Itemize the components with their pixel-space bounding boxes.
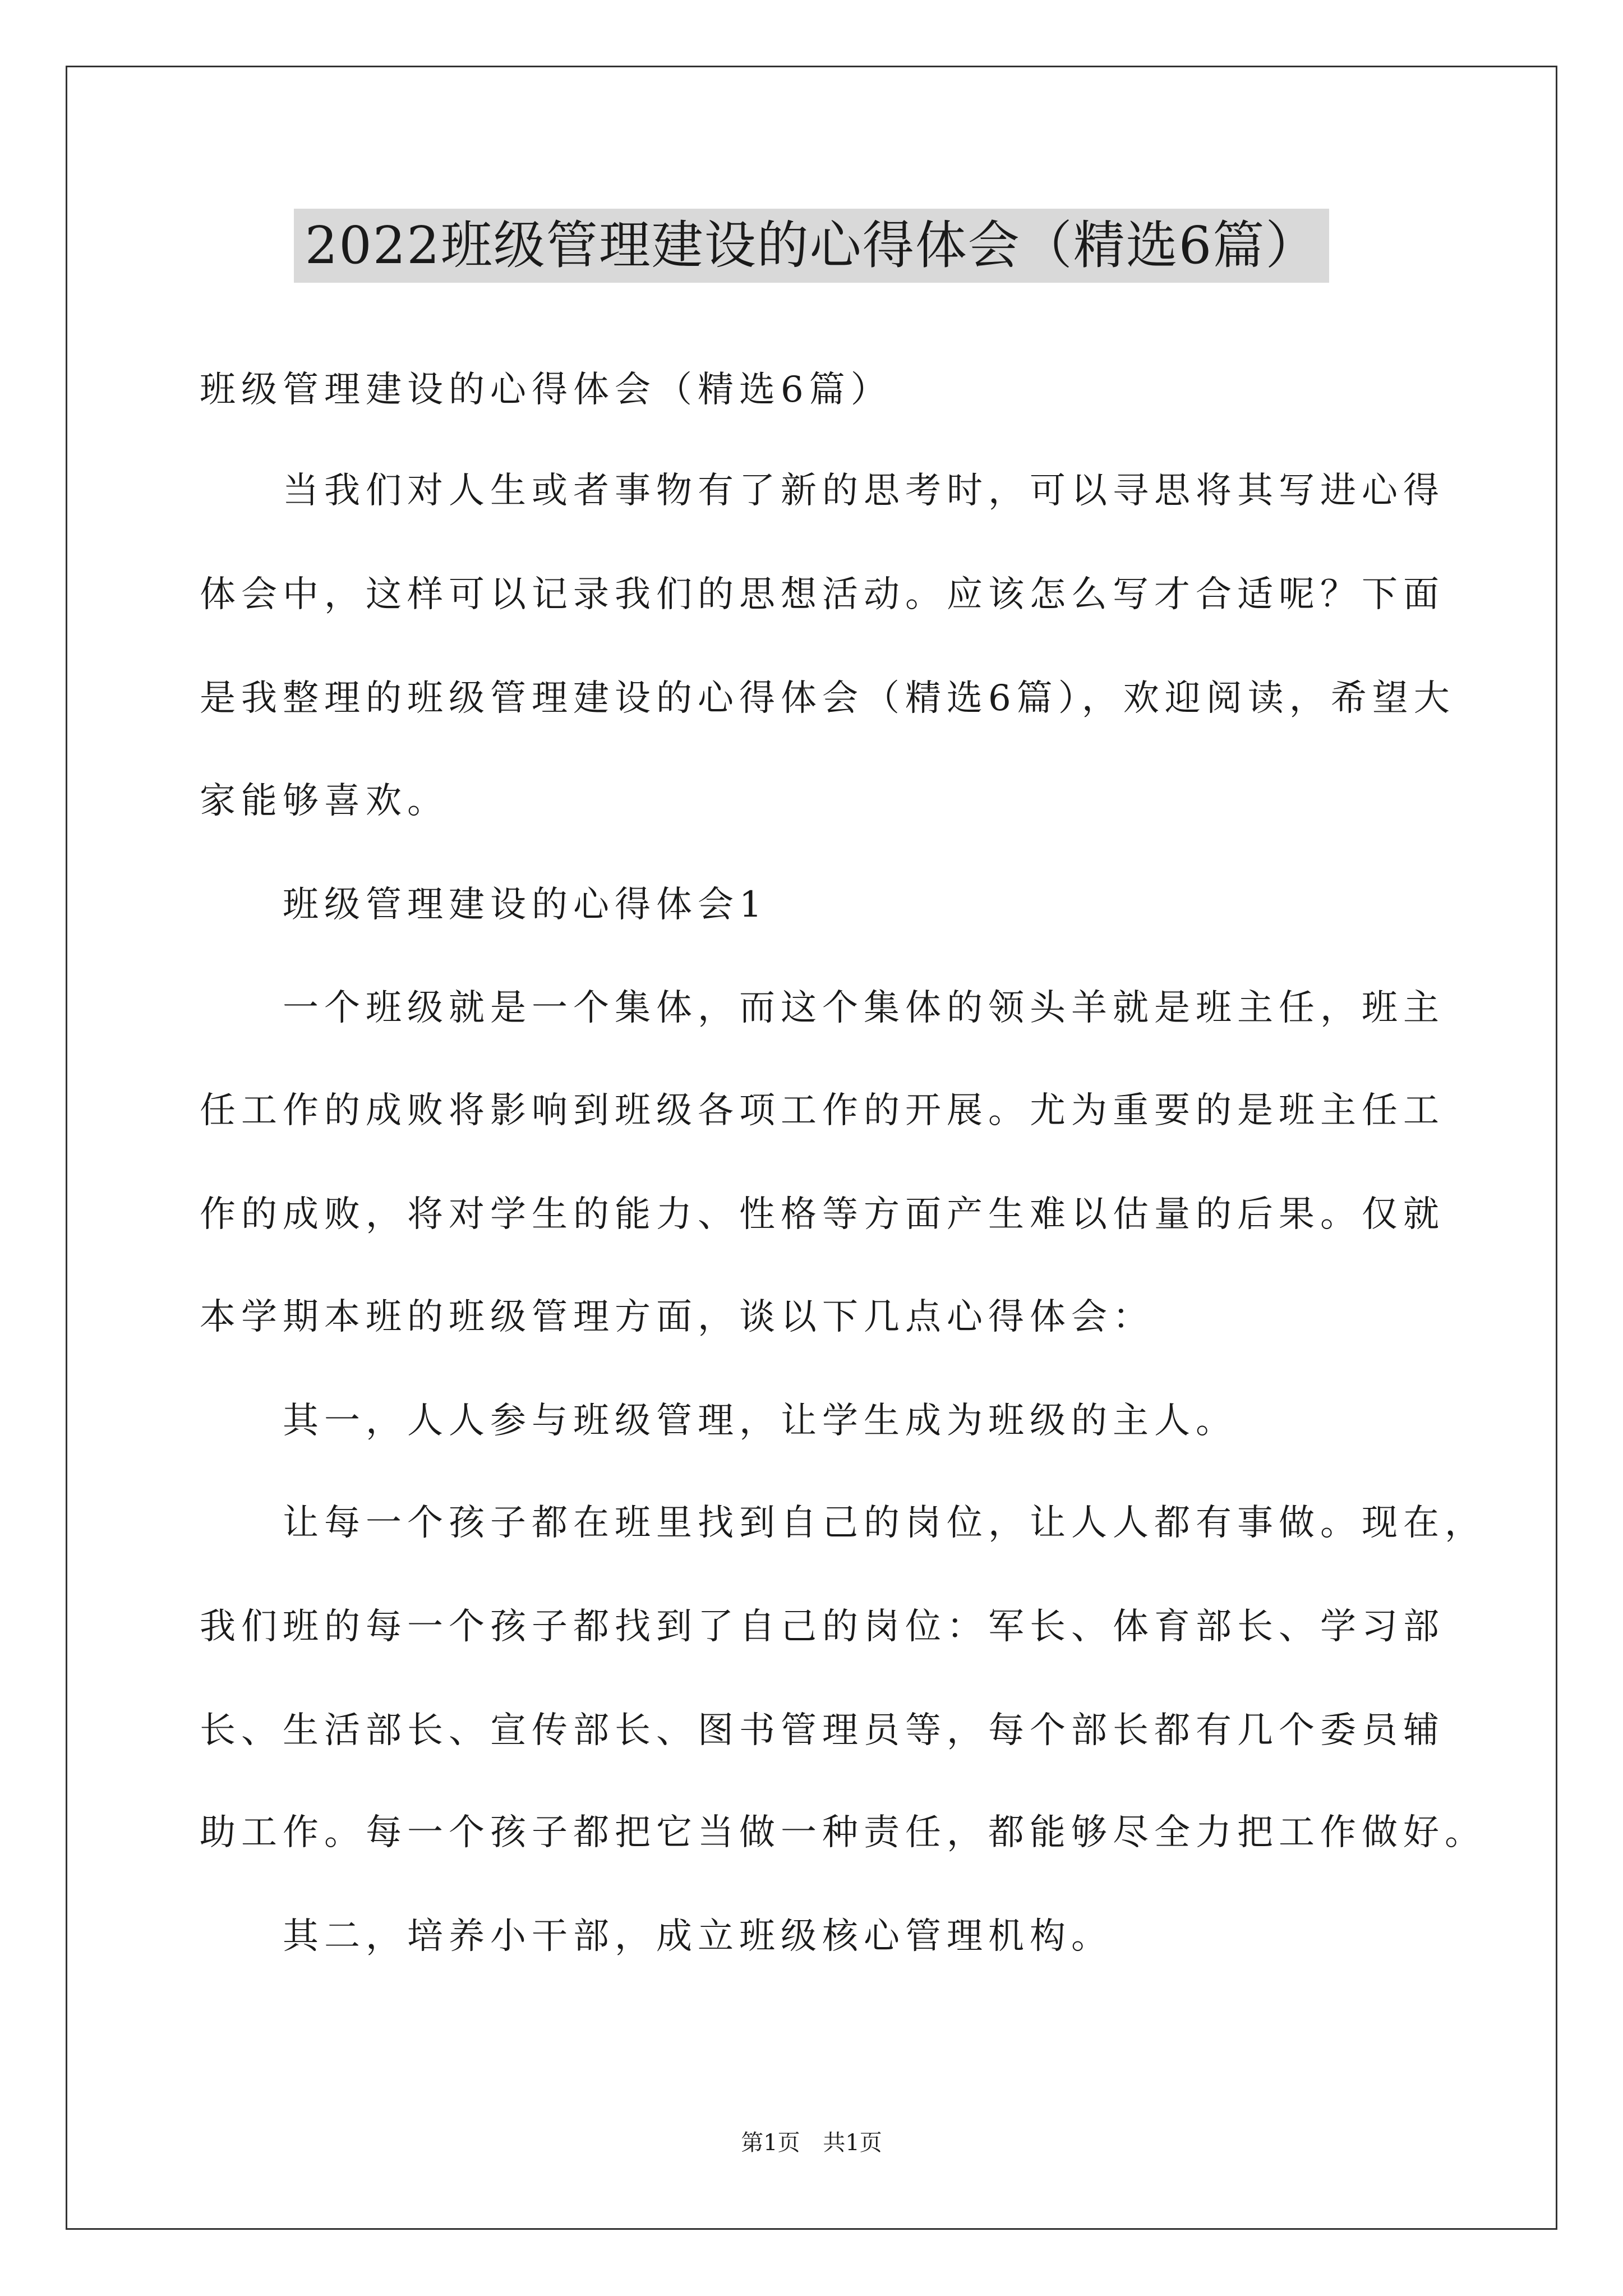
body-line: 作的成败，将对学生的能力、性格等方面产生难以估量的后果。仅就 bbox=[200, 1194, 1445, 1235]
body-line: 我们班的每一个孩子都找到了自己的岗位：军长、体育部长、学习部 bbox=[200, 1606, 1445, 1648]
page-total: 共1页 bbox=[823, 2130, 882, 2156]
body-line: 家能够喜欢。 bbox=[200, 780, 449, 822]
body-line: 班级管理建设的心得体会（精选6篇） bbox=[200, 369, 892, 411]
body-line: 让每一个孩子都在班里找到自己的岗位，让人人都有事做。现在， bbox=[283, 1502, 1486, 1544]
body-line: 本学期本班的班级管理方面，谈以下几点心得体会： bbox=[200, 1296, 1154, 1338]
body-line: 是我整理的班级管理建设的心得体会（精选6篇），欢迎阅读，希望大 bbox=[200, 678, 1455, 719]
page-number: 第1页 bbox=[741, 2130, 800, 2156]
body-line: 体会中，这样可以记录我们的思想活动。应该怎么写才合适呢？下面 bbox=[200, 574, 1445, 615]
body-line: 其二，培养小干部，成立班级核心管理机构。 bbox=[283, 1916, 1113, 1957]
document-title: 2022班级管理建设的心得体会（精选6篇） bbox=[294, 209, 1330, 283]
body-line: 班级管理建设的心得体会1 bbox=[283, 884, 768, 926]
body-line: 任工作的成败将影响到班级各项工作的开展。尤为重要的是班主任工 bbox=[200, 1090, 1445, 1131]
body-line: 助工作。每一个孩子都把它当做一种责任，都能够尽全力把工作做好。 bbox=[200, 1812, 1486, 1853]
body-line: 一个班级就是一个集体，而这个集体的领头羊就是班主任，班主 bbox=[283, 987, 1445, 1029]
body-line: 其一，人人参与班级管理，让学生成为班级的主人。 bbox=[283, 1400, 1237, 1442]
body-line: 当我们对人生或者事物有了新的思考时，可以寻思将其写进心得 bbox=[283, 470, 1445, 512]
title-container bbox=[0, 209, 1623, 283]
page-footer bbox=[0, 2129, 1623, 2157]
body-line: 长、生活部长、宣传部长、图书管理员等，每个部长都有几个委员辅 bbox=[200, 1710, 1445, 1751]
